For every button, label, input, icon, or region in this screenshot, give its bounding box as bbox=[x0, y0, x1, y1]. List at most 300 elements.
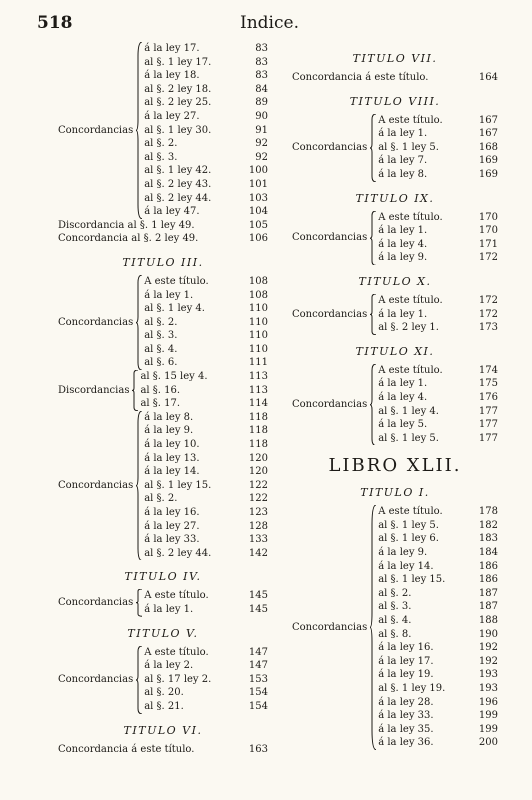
index-entry bbox=[378, 238, 498, 252]
brace-icon bbox=[136, 411, 142, 561]
index-line bbox=[58, 232, 268, 246]
index-entry bbox=[378, 628, 498, 642]
page-ref: 154 bbox=[248, 687, 268, 699]
entry-text: á la ley 7. bbox=[378, 155, 428, 167]
group-label: Concordancias bbox=[292, 142, 368, 154]
group-label: Concordancias bbox=[292, 232, 368, 244]
index-entry bbox=[378, 251, 498, 265]
index-entry bbox=[144, 452, 268, 466]
entry-text: al §. 3. bbox=[378, 601, 412, 613]
index-entry bbox=[144, 589, 268, 603]
page-ref: 110 bbox=[248, 343, 268, 355]
entry-text: al §. 1 ley 5. bbox=[378, 141, 439, 153]
concordance-group bbox=[292, 211, 498, 265]
index-entry bbox=[144, 69, 268, 83]
page-ref: 190 bbox=[478, 628, 498, 640]
page-ref: 192 bbox=[478, 655, 498, 667]
entry-text: al §. 1 ley 42. bbox=[144, 165, 212, 177]
entry-text: á la ley 27. bbox=[144, 520, 200, 532]
entry-text: á la ley 4. bbox=[378, 238, 428, 250]
brace bbox=[136, 42, 142, 219]
page-ref: 103 bbox=[248, 192, 268, 204]
entry-text: Concordancia al §. 2 ley 49. bbox=[58, 233, 199, 245]
page-ref: 171 bbox=[478, 238, 498, 250]
page-ref: 172 bbox=[478, 294, 498, 306]
concordance-group bbox=[58, 42, 268, 219]
page-ref: 147 bbox=[248, 646, 268, 658]
page-ref: 183 bbox=[478, 533, 498, 545]
page-ref: 92 bbox=[255, 151, 268, 163]
index-entry bbox=[378, 308, 498, 322]
page-ref: 154 bbox=[248, 700, 268, 712]
entry-text: al §. 3. bbox=[144, 151, 178, 163]
entry-text: al §. 2. bbox=[144, 493, 178, 505]
entry-text: al §. 6. bbox=[144, 357, 178, 369]
index-entry bbox=[378, 560, 498, 574]
index-entry bbox=[144, 205, 268, 219]
page-ref: 104 bbox=[248, 206, 268, 218]
entry-text: al §. 21. bbox=[144, 700, 184, 712]
index-line bbox=[58, 219, 268, 233]
entry-text: Discordancia al §. 1 ley 49. bbox=[58, 219, 195, 231]
page-ref: 177 bbox=[478, 405, 498, 417]
index-entry bbox=[144, 42, 268, 56]
section-title: TITULO IX. bbox=[355, 191, 435, 205]
index-entry bbox=[144, 506, 268, 520]
entry-list bbox=[144, 275, 268, 370]
page-ref: 186 bbox=[478, 574, 498, 586]
entry-text: al §. 15 ley 4. bbox=[140, 371, 208, 383]
group-label: Concordancias bbox=[58, 124, 134, 136]
page-ref: 193 bbox=[478, 683, 498, 694]
index-entry bbox=[144, 533, 268, 547]
entry-text: al §. 2 ley 43. bbox=[144, 178, 212, 190]
entry-text: al §. 2 ley 18. bbox=[144, 83, 212, 95]
page-ref: 177 bbox=[478, 419, 498, 431]
index-entry bbox=[144, 411, 268, 425]
concordance-group bbox=[292, 505, 498, 750]
page-ref: 106 bbox=[248, 233, 268, 245]
index-entry bbox=[378, 114, 498, 128]
entry-text: A este título. bbox=[378, 114, 443, 126]
page-ref: 199 bbox=[478, 723, 498, 735]
entry-text: al §. 1 ley 15. bbox=[378, 574, 446, 586]
section-title: TITULO X. bbox=[358, 274, 432, 288]
index-entry bbox=[144, 343, 268, 357]
entry-text: á la ley 9. bbox=[378, 547, 428, 559]
index-entry bbox=[378, 168, 498, 182]
entry-text: á la ley 18. bbox=[144, 70, 200, 82]
page-ref: 200 bbox=[478, 737, 498, 749]
brace-icon bbox=[132, 370, 138, 411]
index-entry bbox=[378, 614, 498, 628]
entry-text: al §. 3. bbox=[144, 330, 178, 342]
left-column bbox=[58, 42, 268, 756]
entry-text: á la ley 8. bbox=[378, 168, 428, 180]
page-ref: 167 bbox=[478, 128, 498, 140]
entry-text: á la ley 1. bbox=[378, 225, 428, 237]
index-entry bbox=[378, 641, 498, 655]
page-ref: 118 bbox=[248, 411, 268, 423]
section-title: TITULO IV. bbox=[124, 570, 202, 584]
brace-icon bbox=[370, 114, 376, 182]
entry-text: á la ley 36. bbox=[378, 737, 434, 749]
entry-text: al §. 4. bbox=[144, 343, 178, 355]
index-entry bbox=[378, 546, 498, 560]
page-number: 518 bbox=[37, 13, 73, 33]
entry-text: al §. 17. bbox=[140, 398, 181, 410]
index-entry bbox=[144, 124, 268, 138]
index-entry bbox=[378, 709, 498, 723]
index-line bbox=[292, 71, 498, 85]
entry-list bbox=[378, 505, 498, 750]
page-ref: 175 bbox=[478, 378, 498, 390]
page-ref: 118 bbox=[248, 425, 268, 437]
index-entry bbox=[378, 224, 498, 238]
concordance-group bbox=[58, 646, 268, 714]
brace-icon bbox=[136, 275, 142, 370]
concordance-group bbox=[58, 370, 268, 411]
entry-text: al §. 2 ley 44. bbox=[144, 192, 212, 204]
index-entry bbox=[144, 700, 268, 714]
entry-text: á la ley 9. bbox=[378, 252, 428, 264]
page-ref: 120 bbox=[248, 466, 268, 478]
entry-text: á la ley 1. bbox=[144, 603, 194, 615]
entry-text: A este título. bbox=[378, 294, 443, 306]
page-ref: 196 bbox=[478, 696, 498, 708]
concordance-group bbox=[58, 589, 268, 616]
brace bbox=[136, 275, 142, 370]
brace-icon bbox=[136, 589, 142, 616]
page-ref: 83 bbox=[255, 56, 268, 68]
index-entry bbox=[378, 723, 498, 737]
brace bbox=[370, 211, 376, 265]
index-entry bbox=[144, 465, 268, 479]
index-entry bbox=[378, 418, 498, 432]
group-label: Concordancias bbox=[292, 308, 368, 320]
index-entry bbox=[378, 573, 498, 587]
index-entry bbox=[378, 391, 498, 405]
index-entry bbox=[140, 397, 268, 411]
brace-icon bbox=[370, 211, 376, 265]
index-entry bbox=[144, 424, 268, 438]
book-heading: LIBRO XLII. bbox=[328, 455, 462, 477]
brace-icon bbox=[370, 294, 376, 335]
page-ref: 118 bbox=[248, 439, 268, 451]
entry-text: al §. 1 ley 6. bbox=[378, 533, 439, 545]
page-ref: 164 bbox=[478, 72, 498, 83]
page-ref: 178 bbox=[478, 506, 498, 518]
section-title: TITULO VIII. bbox=[349, 94, 441, 108]
page-ref: 184 bbox=[478, 547, 498, 559]
entry-text: á la ley 19. bbox=[378, 669, 434, 681]
entry-text: á la ley 47. bbox=[144, 206, 200, 218]
entry-text: á la ley 8. bbox=[144, 411, 194, 423]
entry-list bbox=[144, 411, 268, 561]
entry-text: al §. 1 ley 4. bbox=[378, 405, 439, 417]
entry-text: á la ley 1. bbox=[378, 128, 428, 140]
page-ref: 110 bbox=[248, 316, 268, 328]
group-label: Concordancias bbox=[58, 316, 134, 328]
group-label: Concordancias bbox=[292, 622, 368, 634]
brace-icon bbox=[136, 646, 142, 714]
entry-text: A este título. bbox=[144, 646, 209, 658]
brace-icon bbox=[370, 505, 376, 750]
group-label: Discordancias bbox=[58, 384, 130, 396]
entry-text: á la ley 4. bbox=[378, 391, 428, 403]
index-entry bbox=[378, 668, 498, 682]
index-entry bbox=[378, 432, 498, 446]
index-entry bbox=[144, 438, 268, 452]
page-ref: 163 bbox=[248, 743, 268, 755]
page-ref: 187 bbox=[478, 601, 498, 613]
concordance-group bbox=[292, 114, 498, 182]
entry-text: á la ley 1. bbox=[378, 378, 428, 390]
index-entry bbox=[144, 164, 268, 178]
entry-list bbox=[378, 211, 498, 265]
index-entry bbox=[378, 505, 498, 519]
page-ref: 172 bbox=[478, 308, 498, 320]
brace bbox=[136, 589, 142, 616]
index-entry bbox=[144, 646, 268, 660]
index-entry bbox=[378, 154, 498, 168]
entry-list bbox=[144, 42, 268, 219]
index-entry bbox=[378, 405, 498, 419]
index-entry bbox=[378, 682, 498, 696]
entry-text: A este título. bbox=[144, 590, 209, 602]
section-title: TITULO III. bbox=[122, 255, 204, 269]
page-ref: 176 bbox=[478, 391, 498, 403]
group-label: Concordancias bbox=[58, 674, 134, 686]
page-ref: 128 bbox=[248, 520, 268, 532]
index-entry bbox=[378, 519, 498, 533]
page-ref: 120 bbox=[248, 452, 268, 464]
entry-list bbox=[144, 646, 268, 714]
entry-list bbox=[140, 370, 268, 411]
entry-text: al §. 1 ley 5. bbox=[378, 519, 439, 531]
brace-icon bbox=[370, 364, 376, 446]
section-title: TITULO VI. bbox=[123, 723, 203, 737]
concordance-group bbox=[292, 364, 498, 446]
index-entry bbox=[144, 492, 268, 506]
page-ref: 192 bbox=[478, 642, 498, 654]
brace bbox=[132, 370, 138, 411]
index-entry bbox=[140, 384, 268, 398]
right-column bbox=[292, 42, 498, 750]
index-entry bbox=[144, 56, 268, 70]
entry-list bbox=[378, 294, 498, 335]
brace bbox=[370, 364, 376, 446]
index-entry bbox=[378, 377, 498, 391]
entry-text: al §. 4. bbox=[378, 615, 412, 627]
entry-text: al §. 1 ley 19. bbox=[378, 683, 446, 694]
index-entry bbox=[144, 192, 268, 206]
index-entry bbox=[378, 211, 498, 225]
entry-text: al §. 17 ley 2. bbox=[144, 673, 212, 685]
page-ref: 145 bbox=[248, 603, 268, 615]
page-ref: 110 bbox=[248, 330, 268, 342]
entry-text: A este título. bbox=[378, 506, 443, 518]
page-header bbox=[0, 0, 532, 36]
page-ref: 169 bbox=[478, 155, 498, 167]
index-entry bbox=[378, 321, 498, 335]
entry-text: á la ley 9. bbox=[144, 425, 194, 437]
page-ref: 123 bbox=[248, 507, 268, 518]
page-ref: 199 bbox=[478, 710, 498, 722]
entry-text: á la ley 2. bbox=[144, 660, 194, 672]
page-ref: 105 bbox=[248, 219, 268, 231]
index-entry bbox=[378, 655, 498, 669]
index-line bbox=[58, 743, 268, 757]
index-entry bbox=[144, 275, 268, 289]
index-entry bbox=[144, 673, 268, 687]
entry-text: al §. 20. bbox=[144, 687, 184, 699]
entry-text: á la ley 27. bbox=[144, 110, 200, 122]
entry-text: á la ley 14. bbox=[378, 560, 434, 572]
brace-icon bbox=[136, 42, 142, 219]
index-entry bbox=[144, 96, 268, 110]
index-entry bbox=[144, 110, 268, 124]
entry-text: á la ley 1. bbox=[144, 289, 194, 301]
page-ref: 122 bbox=[248, 479, 268, 491]
page-ref: 92 bbox=[255, 138, 268, 150]
brace bbox=[370, 114, 376, 182]
page-ref: 173 bbox=[478, 322, 498, 334]
index-entry bbox=[144, 686, 268, 700]
index-entry bbox=[144, 603, 268, 617]
index-entry bbox=[378, 294, 498, 308]
page-ref: 83 bbox=[255, 43, 268, 54]
entry-text: á la ley 28. bbox=[378, 696, 434, 708]
entry-text: A este título. bbox=[378, 364, 443, 376]
page-ref: 122 bbox=[248, 493, 268, 505]
index-entry bbox=[378, 736, 498, 750]
index-entry bbox=[144, 137, 268, 151]
page-ref: 108 bbox=[248, 275, 268, 287]
entry-text: al §. 2 ley 1. bbox=[378, 322, 439, 334]
page-ref: 153 bbox=[248, 673, 268, 685]
entry-text: á la ley 10. bbox=[144, 439, 200, 451]
page-ref: 172 bbox=[478, 252, 498, 264]
entry-text: al §. 2 ley 25. bbox=[144, 97, 212, 109]
page-ref: 111 bbox=[248, 357, 268, 369]
section-title: TITULO VII. bbox=[352, 52, 438, 65]
index-entry bbox=[144, 520, 268, 534]
page-ref: 174 bbox=[478, 364, 498, 376]
index-entry bbox=[144, 289, 268, 303]
page-ref: 110 bbox=[248, 303, 268, 315]
page-ref: 100 bbox=[248, 165, 268, 177]
entry-text: Concordancia á este título. bbox=[58, 743, 195, 755]
entry-text: A este título. bbox=[378, 211, 443, 223]
page-ref: 113 bbox=[248, 371, 268, 383]
page-ref: 108 bbox=[248, 289, 268, 301]
entry-text: á la ley 33. bbox=[144, 534, 200, 546]
section-title: TITULO V. bbox=[127, 626, 199, 640]
page-ref: 89 bbox=[255, 97, 268, 109]
page-ref: 188 bbox=[478, 615, 498, 627]
entry-text: á la ley 5. bbox=[378, 419, 428, 431]
entry-text: á la ley 17. bbox=[378, 655, 434, 667]
entry-list bbox=[378, 114, 498, 182]
entry-text: al §. 2. bbox=[378, 587, 412, 599]
page-ref: 83 bbox=[255, 70, 268, 82]
concordance-group bbox=[292, 294, 498, 335]
group-label: Concordancias bbox=[58, 480, 134, 492]
running-title: Indice. bbox=[240, 13, 299, 33]
entry-text: al §. 2. bbox=[144, 138, 178, 150]
entry-text: A este título. bbox=[144, 275, 209, 287]
index-entry bbox=[144, 659, 268, 673]
page-ref: 133 bbox=[248, 534, 268, 546]
index-entry bbox=[144, 356, 268, 370]
brace bbox=[136, 646, 142, 714]
page-ref: 147 bbox=[248, 660, 268, 672]
brace bbox=[136, 411, 142, 561]
entry-text: al §. 16. bbox=[140, 384, 181, 396]
group-label: Concordancias bbox=[292, 399, 368, 410]
page-ref: 168 bbox=[478, 141, 498, 153]
index-entry bbox=[378, 141, 498, 155]
entry-text: á la ley 16. bbox=[378, 642, 434, 654]
index-entry bbox=[378, 696, 498, 710]
page-ref: 177 bbox=[478, 432, 498, 444]
entry-text: al §. 2. bbox=[144, 316, 178, 328]
page-ref: 114 bbox=[248, 398, 268, 410]
page-ref: 145 bbox=[248, 590, 268, 602]
entry-text: al §. 1 ley 17. bbox=[144, 56, 212, 68]
entry-text: á la ley 35. bbox=[378, 723, 434, 735]
entry-text: al §. 1 ley 4. bbox=[144, 303, 205, 315]
brace bbox=[370, 294, 376, 335]
index-entry bbox=[378, 127, 498, 141]
page-ref: 84 bbox=[255, 83, 268, 95]
index-entry bbox=[144, 329, 268, 343]
entry-text: á la ley 16. bbox=[144, 507, 200, 518]
entry-text: á la ley 14. bbox=[144, 466, 200, 478]
section-title: TITULO I. bbox=[360, 486, 430, 500]
index-entry bbox=[144, 479, 268, 493]
index-entry bbox=[144, 178, 268, 192]
page-ref: 169 bbox=[478, 168, 498, 180]
index-entry bbox=[144, 151, 268, 165]
page-ref: 142 bbox=[248, 547, 268, 559]
section-title: TITULO XI. bbox=[355, 344, 435, 358]
page-ref: 91 bbox=[255, 124, 268, 136]
concordance-group bbox=[58, 411, 268, 561]
entry-text: á la ley 33. bbox=[378, 710, 434, 722]
index-entry bbox=[144, 302, 268, 316]
entry-text: Concordancia á este título. bbox=[292, 72, 429, 83]
entry-text: al §. 1 ley 15. bbox=[144, 479, 212, 491]
page-ref: 170 bbox=[478, 225, 498, 237]
concordance-group bbox=[58, 275, 268, 370]
page-ref: 187 bbox=[478, 587, 498, 599]
index-entry bbox=[378, 532, 498, 546]
entry-text: al §. 8. bbox=[378, 628, 412, 640]
index-entry bbox=[378, 600, 498, 614]
entry-text: al §. 1 ley 5. bbox=[378, 432, 439, 444]
page-ref: 167 bbox=[478, 114, 498, 126]
index-entry bbox=[144, 83, 268, 97]
index-entry bbox=[378, 364, 498, 378]
index-entry bbox=[140, 370, 268, 384]
entry-text: á la ley 17. bbox=[144, 43, 200, 54]
entry-text: á la ley 1. bbox=[378, 308, 428, 320]
index-entry bbox=[144, 316, 268, 330]
index-entry bbox=[144, 547, 268, 561]
page-ref: 186 bbox=[478, 560, 498, 572]
